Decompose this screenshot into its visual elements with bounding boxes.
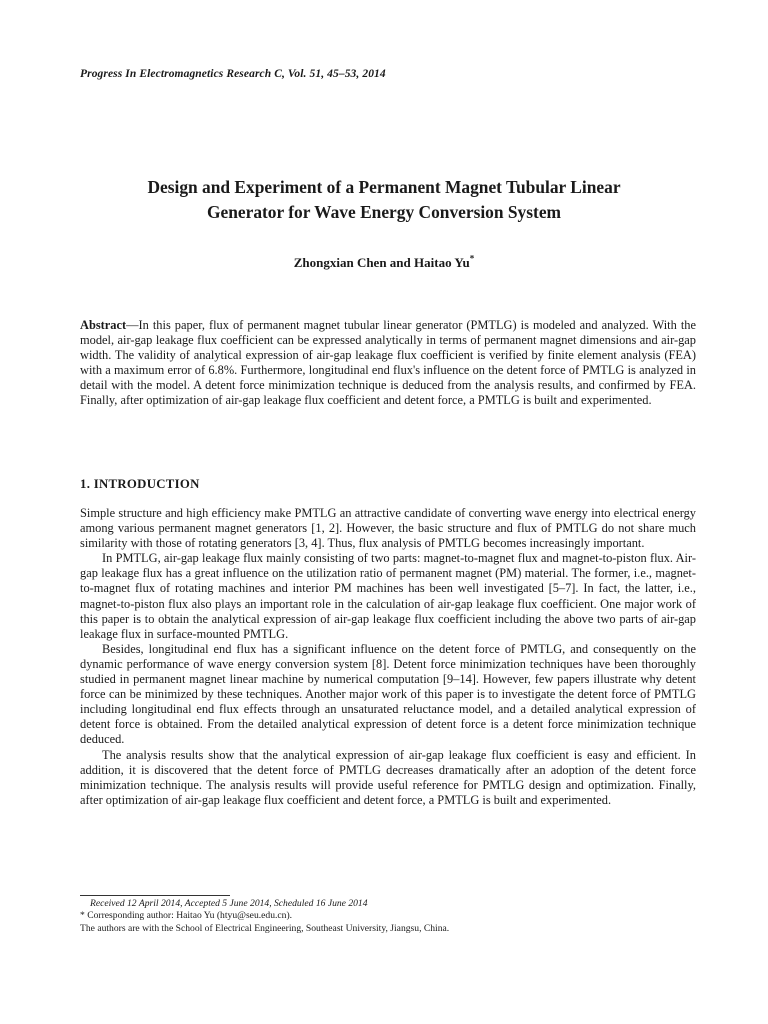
- footnote-divider: [80, 895, 230, 896]
- abstract-text: —In this paper, flux of permanent magnet tubular linear generator (PMTLG) is modeled and analyzed. With the model, air-gap leakage flux coefficient can be expressed analytically in terms of permanent magnet dimensions and air-gap width. The validity of analytical expression of air-gap leakage flux coefficient is verified by finite element analysis (FEA) with a maximum error of 6.8%. Furthermore, longitudinal end flux's influence on the detent force of PMTLG is analyzed in detail with the model. A detent force minimization technique is deduced from the analysis results, and confirmed by FEA. Finally, after optimization of air-gap leakage flux coefficient and detent force, a PMTLG is built and experimented.: [80, 318, 696, 408]
- abstract-label: Abstract: [80, 318, 127, 332]
- journal-header: Progress In Electromagnetics Research C, Vol. 51, 45–53, 2014: [80, 68, 386, 80]
- paragraph-4: The analysis results show that the analytical expression of air-gap leakage flux coefficient is easy and efficient. In addition, it is discovered that the detent force of PMTLG decreases dramatically after an adoption of the detent force minimization technique. The analysis results will provide useful reference for PMTLG design and optimization. Finally, after optimization of air-gap leakage flux coefficient and detent force, a PMTLG is built and experimented.: [80, 747, 696, 807]
- paper-title: [80, 175, 688, 225]
- footnote-corresponding: * Corresponding author: Haitao Yu (htyu@seu.edu.cn).: [80, 910, 293, 922]
- title-line-1: Design and Experiment of a Permanent Magnet Tubular Linear: [147, 177, 621, 197]
- footnote-received: Received 12 April 2014, Accepted 5 June 2014, Scheduled 16 June 2014: [90, 898, 368, 909]
- corresponding-author-mark: *: [469, 253, 475, 264]
- author-names: Zhongxian Chen and Haitao Yu: [293, 255, 470, 270]
- introduction-body: [80, 506, 696, 808]
- paragraph-2: In PMTLG, air-gap leakage flux mainly consisting of two parts: magnet-to-magnet flux and magnet-to-piston flux. Air-gap leakage flux has a great influence on the utilization ratio of permanent magnet (PM) material. The former, i.e., magnet-to-magnet flux of rotating machines and interior PM machines has been well investigated [5–7]. In fact, the latter, i.e., magnet-to-piston flux also plays an important role in the calculation of air-gap leakage flux coefficient. One major work of this paper is to obtain the analytical expression of air-gap leakage flux coefficient including the above two parts of air-gap leakage flux in surface-mounted PMTLG.: [80, 551, 696, 641]
- paragraph-3: Besides, longitudinal end flux has a significant influence on the detent force of PMTLG, and consequently on the dynamic performance of wave energy conversion system [8]. Detent force minimization techniques have been thoroughly studied in permanent magnet linear machine by numerical computation [9–14]. However, few papers illustrate why detent force can be minimized by these techniques. Another major work of this paper is to investigate the detent force of PMTLG including longitudinal end flux effects through an unsaturated reluctance model, and a detailed analytical expression of detent force is obtained. From the detailed analytical expression of detent force is a detent force minimization technique deduced.: [80, 641, 696, 747]
- footnotes: [80, 898, 696, 935]
- title-line-2: Generator for Wave Energy Conversion System: [206, 202, 562, 222]
- paragraph-1: Simple structure and high efficiency make PMTLG an attractive candidate of converting wave energy into electrical energy among various permanent magnet generators [1, 2]. However, the basic structure and flux of PMTLG do not share much similarity with those of rotating generators [3, 4]. Thus, flux analysis of PMTLG becomes increasingly important.: [80, 506, 696, 551]
- author-list: [80, 255, 688, 271]
- footnote-affiliation: The authors are with the School of Electrical Engineering, Southeast University, Jiangsu, China.: [80, 922, 450, 934]
- abstract: [80, 318, 696, 409]
- section-heading: 1. INTRODUCTION: [80, 477, 200, 491]
